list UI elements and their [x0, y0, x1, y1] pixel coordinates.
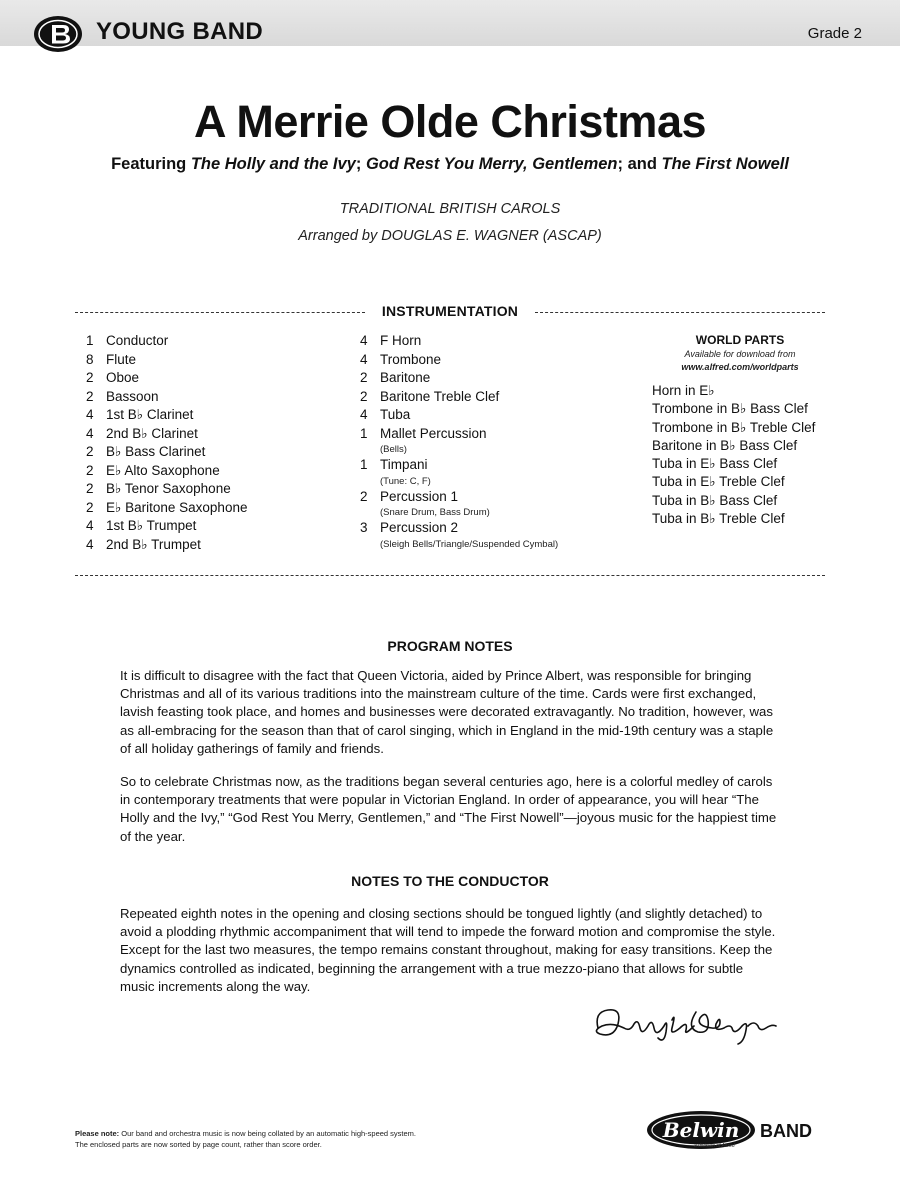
instrument-quantity: 3 — [360, 520, 368, 535]
instrument-item — [360, 456, 558, 488]
instrument-item — [360, 425, 558, 457]
world-parts-heading: WORLD PARTS — [695, 333, 785, 347]
instrumentation-heading: INSTRUMENTATION — [381, 303, 519, 319]
world-part-item: Tuba in E♭ Treble Clef — [652, 474, 785, 490]
instrument-name: E♭ Alto Saxophone — [106, 462, 220, 478]
instrument-name: 1st B♭ Trumpet — [106, 518, 197, 533]
arranger-credit: Arranged by DOUGLAS E. WAGNER (ASCAP) — [298, 228, 602, 244]
world-part-item: Horn in E♭ — [652, 383, 715, 398]
source-credit: TRADITIONAL BRITISH CAROLS — [339, 201, 561, 217]
instrument-name: Baritone — [380, 370, 431, 385]
instrument-name: Tuba — [380, 407, 411, 422]
instrument-name: Percussion 1 — [380, 488, 459, 504]
world-part-item: Tuba in B♭ Bass Clef — [652, 492, 778, 508]
instrument-list-column-2 — [360, 332, 558, 551]
instrument-name: Oboe — [106, 370, 140, 385]
instrument-name: E♭ Baritone Saxophone — [106, 499, 248, 515]
instrument-name: 2nd B♭ Trumpet — [106, 536, 201, 552]
instrumentation-rule-bottom — [75, 575, 825, 576]
world-parts-availability: Available for download from — [684, 349, 796, 359]
world-part-item: Tuba in B♭ Treble Clef — [652, 511, 785, 527]
world-parts-list — [652, 382, 815, 528]
instrument-note: (Tune: C, F) — [380, 475, 431, 487]
instrument-item — [360, 332, 558, 351]
instrumentation-rule-left — [75, 312, 365, 313]
instrument-item — [86, 425, 247, 444]
instrument-list-column-1 — [86, 332, 247, 554]
instrument-item — [86, 369, 247, 388]
collation-note-line-1: Our band and orchestra music is now being collated by an automatic high-speed system. — [119, 1129, 417, 1138]
instrument-item — [360, 488, 558, 520]
instrument-quantity: 2 — [360, 488, 368, 504]
program-notes-paragraph-2: So to celebrate Christmas now, as the traditions began several centuries ago, here is a colorful medley of carols in contemporary treatments that were popular in Victorian England. In order of appearance, you will hear “The Holly and the Ivy,” “God Rest You Merry, Gentlemen,” and “The First Nowell”—joyous music for the happiest time of the year. — [120, 774, 777, 844]
instrument-name: 1st B♭ Clarinet — [106, 407, 194, 422]
featuring-separator-2: ; and — [617, 155, 662, 173]
instrument-name: Timpani — [380, 457, 428, 472]
instrument-item — [86, 536, 247, 555]
instrument-quantity: 2 — [86, 388, 94, 404]
instrument-quantity: 1 — [360, 425, 368, 441]
instrument-quantity: 2 — [86, 370, 94, 385]
featuring-separator-1: ; — [355, 155, 366, 173]
instrument-note: (Bells) — [380, 444, 407, 455]
instrument-note: (Sleigh Bells/Triangle/Suspended Cymbal) — [380, 538, 559, 550]
instrument-item — [86, 406, 247, 425]
collation-note-label: Please note: — [75, 1129, 120, 1138]
instrument-quantity: 4 — [360, 407, 368, 422]
instrument-quantity: 1 — [360, 457, 368, 472]
instrument-item — [86, 443, 247, 462]
instrument-name: B♭ Bass Clarinet — [106, 444, 206, 459]
instrument-name: Bassoon — [106, 388, 159, 404]
instrument-item — [360, 369, 558, 388]
featuring-line — [0, 155, 900, 174]
instrument-quantity: 4 — [86, 407, 94, 422]
instrument-item — [86, 388, 247, 407]
instrument-name: F Horn — [380, 333, 422, 348]
instrument-item — [86, 499, 247, 518]
instrument-quantity: 2 — [86, 444, 94, 459]
featured-song-2: God Rest You Merry, Gentlemen — [365, 155, 618, 173]
instrument-item — [86, 351, 247, 370]
instrument-quantity: 1 — [86, 333, 94, 348]
instrument-item — [86, 517, 247, 536]
series-name: YOUNG BAND — [96, 18, 264, 45]
grade-label: Grade 2 — [807, 25, 862, 42]
publisher-band-label: BAND — [760, 1121, 812, 1141]
instrument-quantity: 2 — [86, 481, 94, 496]
instrument-quantity: 2 — [86, 462, 94, 478]
featured-song-3: The First Nowell — [661, 155, 789, 173]
instrumentation-rule-right — [535, 312, 825, 313]
instrument-name: Conductor — [106, 333, 169, 348]
instrument-name: Mallet Percussion — [380, 425, 487, 441]
young-band-logo-icon — [33, 14, 83, 54]
instrument-quantity: 2 — [360, 388, 368, 404]
belwin-logo-text: Belwin — [662, 1118, 740, 1142]
instrument-name: Baritone Treble Clef — [380, 388, 500, 404]
world-parts-url-link[interactable]: www.alfred.com/worldparts — [681, 362, 799, 372]
instrument-item — [86, 332, 247, 351]
collation-note-line-2: The enclosed parts are now sorted by page count, rather than score order. — [75, 1140, 322, 1149]
instrument-name: Percussion 2 — [380, 520, 459, 535]
instrument-quantity: 4 — [86, 536, 94, 552]
instrument-item — [86, 462, 247, 481]
conductor-notes-paragraph: Repeated eighth notes in the opening and closing sections should be tongued lightly (and slightly detached) to avoid a plodding rhythmic accompaniment that will tend to impede the forward motion and compromise the style. Except for the last two measures, the tempo remains constant throughout, making for easy transitions. Keep the dynamics controlled as indicated, beginning the arrangement with a true mezzo-piano that allows for subtle music increments along the way. — [120, 906, 776, 994]
instrument-quantity: 4 — [360, 351, 368, 367]
instrument-item — [86, 480, 247, 499]
conductor-notes-heading: NOTES TO THE CONDUCTOR — [351, 873, 549, 889]
world-part-item: Tuba in E♭ Bass Clef — [652, 456, 778, 472]
instrument-note: (Snare Drum, Bass Drum) — [380, 507, 490, 518]
publisher-division: a division of Alfred — [694, 1143, 735, 1149]
instrument-quantity: 4 — [86, 518, 94, 533]
instrument-item — [360, 388, 558, 407]
program-notes-heading: PROGRAM NOTES — [387, 638, 513, 654]
featured-song-1: The Holly and the Ivy — [190, 155, 356, 173]
instrument-item — [360, 406, 558, 425]
instrument-quantity: 4 — [86, 425, 94, 441]
world-part-item: Trombone in B♭ Treble Clef — [652, 419, 816, 435]
instrument-quantity: 8 — [86, 351, 94, 367]
world-part-item: Baritone in B♭ Bass Clef — [652, 437, 798, 453]
arranger-signature-image — [588, 998, 788, 1048]
instrument-name: Trombone — [380, 351, 442, 367]
instrument-item — [360, 351, 558, 370]
page-title: A Merrie Olde Christmas — [194, 96, 706, 147]
program-notes-paragraph-1: It is difficult to disagree with the fact that Queen Victoria, aided by Prince Albert, was responsible for bringing Christmas and all of its various traditions into the mainstream culture of the time. Cards were first exchanged, lavish feasting took place, and homes and businesses were decorated extravagantly. No tradition, however, was as all-embracing for the season than that of carol singing, which in England in the mid-19th century was a staple of all holiday gatherings of family and friends. — [120, 668, 774, 756]
instrument-item — [360, 519, 558, 551]
collation-note — [75, 1128, 545, 1150]
world-part-item: Trombone in B♭ Bass Clef — [652, 401, 808, 417]
instrument-quantity: 2 — [360, 370, 368, 385]
featuring-prefix: Featuring — [111, 155, 191, 173]
instrument-quantity: 2 — [86, 499, 94, 515]
instrument-name: Flute — [106, 351, 137, 367]
instrument-name: B♭ Tenor Saxophone — [106, 481, 231, 496]
instrument-quantity: 4 — [360, 333, 368, 348]
instrument-name: 2nd B♭ Clarinet — [106, 425, 198, 441]
